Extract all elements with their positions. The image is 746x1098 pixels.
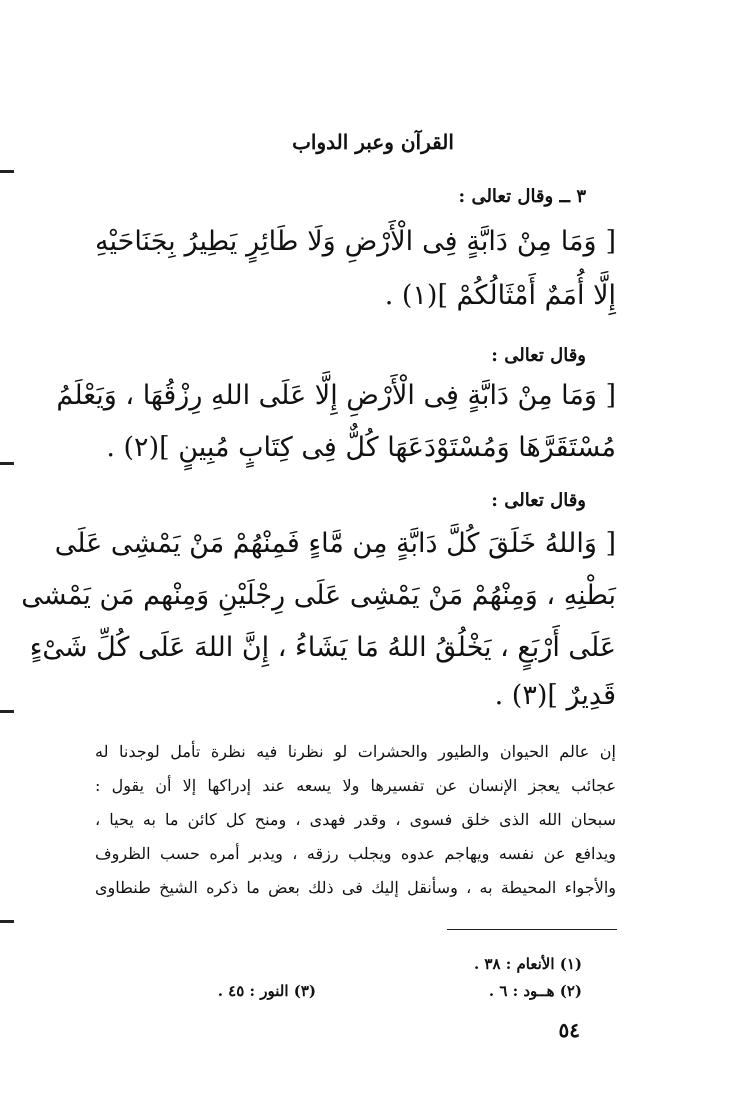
prose-line: إن عالم الحيوان والطيور والحشرات لو نظرنا فيه نظرة تأمل لوجدنا له (95, 742, 616, 761)
prose-line: ويدافع عن نفسه ويهاجم عدوه ويجلب رزقه ، ويدبر أمره حسب الظروف (95, 844, 616, 863)
page-number: ٥٤ (558, 1018, 580, 1042)
verse-line: مُسْتَقَرَّهَا وَمُسْتَوْدَعَهَا كُلٌّ فِى كِتَابٍ مُبِينٍ ](٢) . (106, 432, 616, 463)
verse-line: عَلَى أَرْبَعٍ ، يَخْلُقُ اللهُ مَا يَشَاءُ ، إِنَّ اللهَ عَلَى كُلِّ شَىْءٍ (29, 632, 616, 663)
verse-line: إِلَّا أُمَمٌ أَمْثَالُكُمْ ](١) . (384, 280, 616, 311)
verse-intro: وقال تعالى : (491, 345, 586, 366)
scan-edge-mark (0, 462, 14, 465)
verse-line: بَطْنِهِ ، وَمِنْهُمْ مَنْ يَمْشِى عَلَى رِجْلَيْنِ وَمِنْهم مَن يَمْشى (21, 580, 616, 611)
page-title: القرآن وعبر الدواب (292, 130, 454, 154)
footnote-2: (٢) هــود : ٦ . (488, 982, 582, 1000)
scan-edge-mark (0, 170, 14, 173)
verse-line: [ وَمَا مِنْ دَابَّةٍ فِى الْأَرْضِ إِلَّا عَلَى اللهِ رِزْقُهَا ، وَيَعْلَمُ (56, 380, 616, 411)
prose-line: عجائب يعجز الإنسان عن تفسيرها ولا يسعه عند إدراكها إلا أن يقول : (95, 776, 616, 795)
prose-line: والأجواء المحيطة به ، وسأنقل إليك فى ذلك بعض ما ذكره الشيخ طنطاوى (95, 878, 616, 897)
footnote-3: (٣) النور : ٤٥ . (217, 982, 316, 1000)
scan-edge-mark (0, 710, 14, 713)
verse-intro: ٣ ــ وقال تعالى : (458, 186, 586, 207)
verse-line: قَدِيرٌ ](٣) . (494, 680, 616, 711)
prose-line: سبحان الله الذى خلق فسوى ، وقدر فهدى ، ومنح كل كائن ما به يحيا ، (95, 810, 616, 829)
verse-line: [ وَمَا مِنْ دَابَّةٍ فِى الْأَرْضِ وَلَا طَائِرٍ يَطِيرُ بِجَنَاحَيْهِ (95, 226, 616, 257)
footnote-divider (447, 929, 617, 930)
verse-line: [ وَاللهُ خَلَقَ كُلَّ دَابَّةٍ مِن مَّاءٍ فَمِنْهُمْ مَنْ يَمْشِى عَلَى (54, 528, 616, 559)
footnote-1: (١) الأنعام : ٣٨ . (473, 955, 582, 973)
scan-edge-mark (0, 920, 14, 923)
verse-intro: وقال تعالى : (491, 490, 586, 511)
